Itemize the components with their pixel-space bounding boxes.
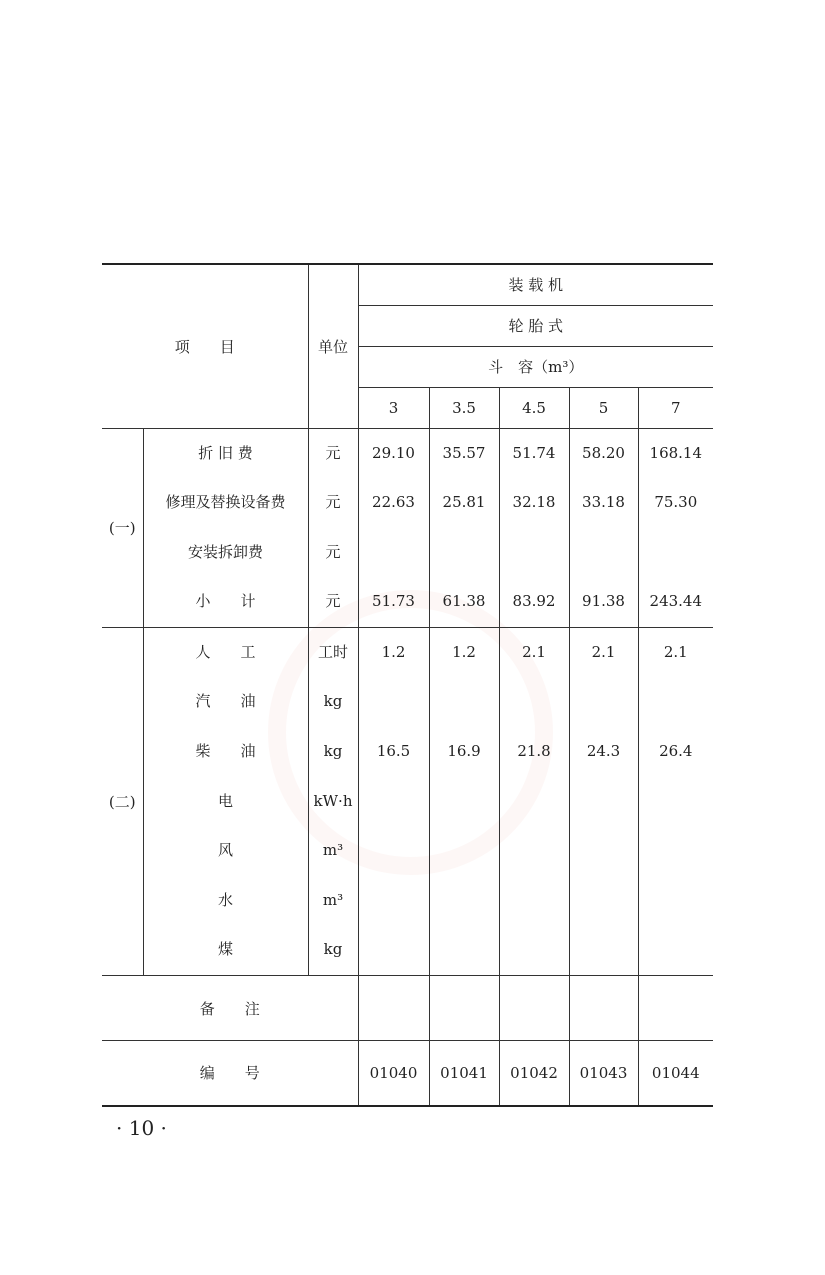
value-cell bbox=[639, 925, 714, 975]
value-cell bbox=[359, 925, 429, 975]
remarks-cell bbox=[499, 976, 569, 1041]
group-2-col-4 bbox=[569, 627, 638, 975]
value-cell bbox=[639, 528, 714, 578]
value-cell: 51.74 bbox=[512, 443, 556, 462]
header-item: 项 目 bbox=[102, 264, 308, 428]
value-cell: 61.38 bbox=[442, 592, 486, 611]
row-unit: kW·h bbox=[313, 791, 353, 810]
value-cell bbox=[430, 925, 499, 975]
value-cell: 58.20 bbox=[582, 443, 625, 462]
group-2-units bbox=[308, 627, 358, 975]
row-name: 小 计 bbox=[195, 592, 256, 611]
row-unit: kg bbox=[323, 692, 343, 711]
value-cell bbox=[359, 826, 429, 876]
group-1-col-5 bbox=[638, 428, 713, 627]
row-name: 电 bbox=[218, 791, 234, 810]
value-cell bbox=[500, 925, 569, 975]
value-cell: 16.5 bbox=[376, 742, 411, 761]
row-unit: 元 bbox=[325, 443, 341, 462]
capacity-col-4: 5 bbox=[569, 387, 638, 428]
row-unit: kg bbox=[323, 940, 343, 959]
value-cell bbox=[359, 528, 429, 578]
row-name: 人 工 bbox=[195, 642, 256, 661]
row-unit: kg bbox=[323, 742, 343, 761]
remarks-cell bbox=[638, 976, 713, 1041]
value-cell: 75.30 bbox=[654, 493, 698, 512]
value-cell bbox=[500, 777, 569, 827]
value-cell: 51.73 bbox=[372, 592, 415, 611]
value-cell bbox=[359, 876, 429, 926]
value-cell: 2.1 bbox=[522, 642, 546, 661]
remarks-cell bbox=[429, 976, 499, 1041]
value-cell bbox=[359, 777, 429, 827]
value-cell bbox=[359, 677, 429, 727]
value-cell: 91.38 bbox=[582, 592, 625, 611]
value-cell: 22.63 bbox=[372, 493, 415, 512]
capacity-col-3: 4.5 bbox=[499, 387, 569, 428]
group-2-col-2 bbox=[429, 627, 499, 975]
value-cell bbox=[500, 677, 569, 727]
value-cell bbox=[430, 876, 499, 926]
value-cell bbox=[500, 876, 569, 926]
group-2-names bbox=[143, 627, 308, 975]
value-cell bbox=[430, 528, 499, 578]
row-unit: 工时 bbox=[318, 642, 349, 661]
value-cell: 1.2 bbox=[381, 642, 406, 661]
value-cell: 83.92 bbox=[512, 592, 556, 611]
value-cell: 35.57 bbox=[442, 443, 486, 462]
group-2-label: (二) bbox=[102, 627, 143, 975]
value-cell bbox=[570, 876, 638, 926]
row-name: 柴 油 bbox=[195, 742, 256, 761]
row-unit: 元 bbox=[325, 592, 341, 611]
value-cell bbox=[570, 528, 638, 578]
code-cell: 01041 bbox=[429, 1041, 499, 1106]
value-cell: 243.44 bbox=[649, 592, 703, 611]
value-cell bbox=[639, 876, 714, 926]
value-cell: 29.10 bbox=[372, 443, 415, 462]
value-cell: 24.3 bbox=[586, 742, 621, 761]
group-1-col-3 bbox=[499, 428, 569, 627]
value-cell bbox=[500, 826, 569, 876]
row-name: 折 旧 费 bbox=[198, 443, 253, 462]
machine-cost-table bbox=[102, 263, 713, 1107]
value-cell bbox=[570, 677, 638, 727]
row-name: 安装拆卸费 bbox=[188, 542, 264, 561]
remarks-cell bbox=[358, 976, 429, 1041]
row-unit: 元 bbox=[325, 493, 341, 512]
value-cell bbox=[570, 826, 638, 876]
group-2-col-5 bbox=[638, 627, 713, 975]
value-cell: 32.18 bbox=[512, 493, 556, 512]
value-cell: 168.14 bbox=[649, 443, 703, 462]
value-cell bbox=[639, 777, 714, 827]
value-cell: 25.81 bbox=[442, 493, 486, 512]
value-cell bbox=[570, 777, 638, 827]
value-cell bbox=[500, 528, 569, 578]
group-1-col-2 bbox=[429, 428, 499, 627]
group-1-col-4 bbox=[569, 428, 638, 627]
row-unit: m³ bbox=[322, 890, 344, 909]
row-unit: 元 bbox=[325, 542, 341, 561]
value-cell: 26.4 bbox=[659, 742, 693, 761]
value-cell: 16.9 bbox=[447, 742, 481, 761]
capacity-col-5: 7 bbox=[638, 387, 713, 428]
value-cell: 2.1 bbox=[591, 642, 616, 661]
value-cell bbox=[639, 826, 714, 876]
header-machine: 装 载 机 bbox=[358, 264, 713, 305]
header-unit: 单位 bbox=[308, 264, 358, 428]
group-1-col-1 bbox=[358, 428, 429, 627]
value-cell: 21.8 bbox=[517, 742, 551, 761]
value-cell bbox=[639, 677, 714, 727]
remarks-cell bbox=[569, 976, 638, 1041]
group-1-names bbox=[143, 428, 308, 627]
code-cell: 01042 bbox=[499, 1041, 569, 1106]
value-cell bbox=[430, 777, 499, 827]
code-cell: 01043 bbox=[569, 1041, 638, 1106]
value-cell: 2.1 bbox=[663, 642, 688, 661]
header-capacity: 斗 容（m³） bbox=[358, 346, 713, 387]
row-name: 水 bbox=[218, 890, 234, 909]
group-2-col-3 bbox=[499, 627, 569, 975]
value-cell: 1.2 bbox=[452, 642, 476, 661]
group-2-col-1 bbox=[358, 627, 429, 975]
group-1-units bbox=[308, 428, 358, 627]
row-name: 风 bbox=[218, 841, 234, 860]
code-cell: 01040 bbox=[358, 1041, 429, 1106]
value-cell: 33.18 bbox=[582, 493, 625, 512]
capacity-col-1: 3 bbox=[358, 387, 429, 428]
code-label: 编 号 bbox=[102, 1041, 358, 1106]
value-cell bbox=[570, 925, 638, 975]
code-cell: 01044 bbox=[638, 1041, 713, 1106]
row-name: 修理及替换设备费 bbox=[165, 493, 286, 512]
row-unit: m³ bbox=[322, 841, 344, 860]
header-type: 轮 胎 式 bbox=[358, 305, 713, 346]
group-1-label: (一) bbox=[102, 428, 143, 627]
row-name: 煤 bbox=[218, 940, 234, 959]
capacity-col-2: 3.5 bbox=[429, 387, 499, 428]
remarks-label: 备 注 bbox=[102, 976, 358, 1041]
value-cell bbox=[430, 677, 499, 727]
value-cell bbox=[430, 826, 499, 876]
page-number: · 10 · bbox=[116, 1116, 167, 1140]
row-name: 汽 油 bbox=[195, 692, 256, 711]
